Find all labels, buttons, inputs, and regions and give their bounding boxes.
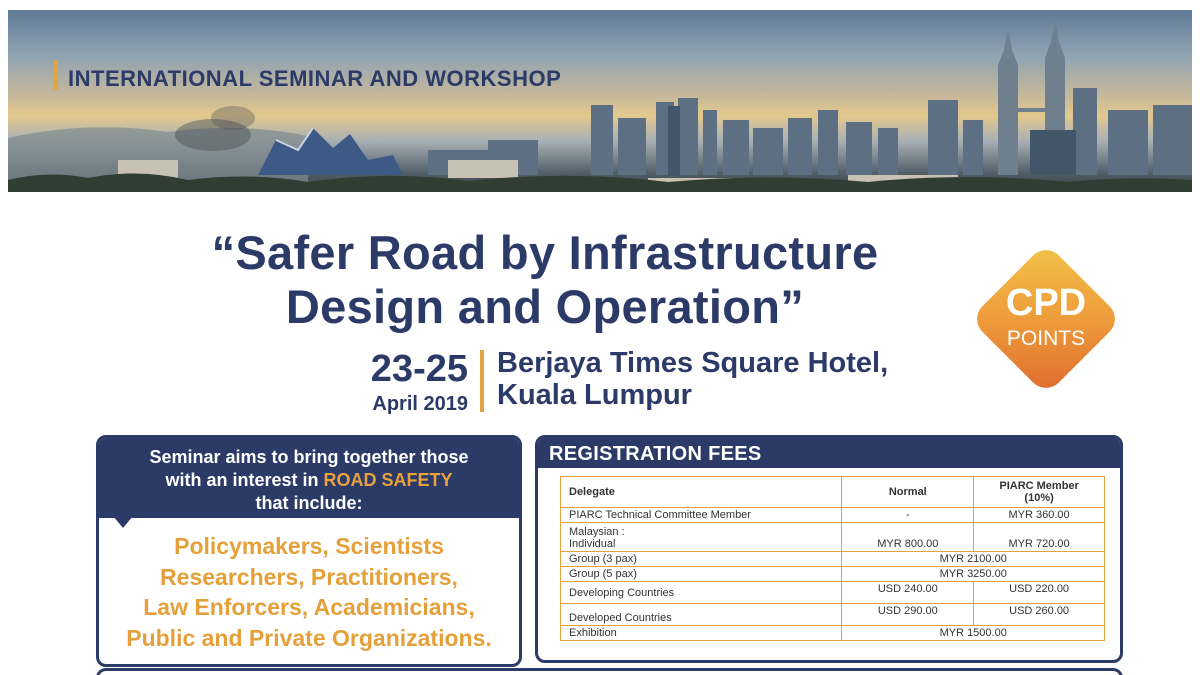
aims-intro-line1: Seminar aims to bring together those xyxy=(149,447,469,467)
table-row xyxy=(561,604,1105,626)
event-title-line1: “Safer Road by Infrastructure xyxy=(211,226,879,279)
individual-label: Individual xyxy=(569,538,616,550)
table-row xyxy=(561,582,1105,604)
registration-heading: REGISTRATION FEES xyxy=(549,443,762,465)
normal-fee: USD 290.00 xyxy=(842,604,974,626)
aims-intro-prefix: with an interest in xyxy=(165,470,324,490)
banner-accent-bar xyxy=(54,60,58,90)
normal-fee: USD 240.00 xyxy=(842,582,974,604)
col-normal: Normal xyxy=(842,477,974,508)
event-title xyxy=(130,226,960,334)
road-safety-highlight: ROAD SAFETY xyxy=(323,470,453,490)
aims-header xyxy=(99,438,519,518)
aims-header-pointer xyxy=(113,516,133,528)
event-venue xyxy=(497,347,888,411)
audience-item: Public and Private Organizations. xyxy=(126,624,492,651)
table-row xyxy=(561,567,1105,582)
table-row xyxy=(561,626,1105,641)
table-row xyxy=(561,523,1105,552)
row-label: Exhibition xyxy=(561,626,842,641)
aims-intro xyxy=(99,446,519,515)
row-label: Developing Countries xyxy=(561,582,842,604)
row-label: PIARC Technical Committee Member xyxy=(561,508,842,523)
event-date-month-year: April 2019 xyxy=(372,393,468,415)
city-skyline-image xyxy=(8,10,1192,192)
group-fee: MYR 2100.00 xyxy=(842,552,1105,567)
col-piarc-member-line2: (10%) xyxy=(1024,492,1054,504)
date-venue-divider xyxy=(480,350,484,412)
table-header-row xyxy=(561,477,1105,508)
seminar-aims-box xyxy=(96,435,522,667)
event-date-days: 23-25 xyxy=(370,348,468,390)
member-fee: USD 220.00 xyxy=(974,582,1105,604)
row-label xyxy=(561,523,842,552)
audience-item: Policymakers, Scientists xyxy=(174,533,444,559)
audience-item: Law Enforcers, Academicians, xyxy=(143,594,475,620)
table-row xyxy=(561,552,1105,567)
venue-line1: Berjaya Times Square Hotel, xyxy=(497,347,889,379)
exhibition-fee: MYR 1500.00 xyxy=(842,626,1105,641)
banner-title: INTERNATIONAL SEMINAR AND WORKSHOP xyxy=(68,66,562,91)
member-fee: MYR 720.00 xyxy=(974,523,1105,552)
header-banner xyxy=(8,10,1192,192)
cpd-points-label: POINTS xyxy=(1006,327,1086,350)
group-fee: MYR 3250.00 xyxy=(842,567,1105,582)
member-fee: MYR 360.00 xyxy=(974,508,1105,523)
col-delegate: Delegate xyxy=(561,477,842,508)
next-section-box-edge xyxy=(96,668,1123,675)
audience-item: Researchers, Practitioners, xyxy=(160,563,458,590)
row-label: Developed Countries xyxy=(561,604,842,626)
cpd-points-badge xyxy=(967,240,1125,398)
normal-fee: - xyxy=(842,508,974,523)
col-piarc-member-line1: PIARC Member xyxy=(999,480,1079,492)
registration-fees-table xyxy=(560,476,1105,641)
aims-intro-line2 xyxy=(99,469,519,492)
row-label: Group (5 pax) xyxy=(561,567,842,582)
event-title-line2: Design and Operation” xyxy=(285,280,805,333)
cpd-label: CPD xyxy=(1005,282,1087,324)
aims-intro-line3: that include: xyxy=(255,493,363,513)
col-piarc-member xyxy=(974,477,1105,508)
malaysian-label: Malaysian : xyxy=(569,526,625,538)
venue-line2: Kuala Lumpur xyxy=(497,379,692,411)
registration-header xyxy=(538,438,1120,468)
table-row xyxy=(561,508,1105,523)
row-label: Group (3 pax) xyxy=(561,552,842,567)
registration-fees-box xyxy=(535,435,1123,663)
audience-list xyxy=(99,531,519,653)
normal-fee: MYR 800.00 xyxy=(842,523,974,552)
member-fee: USD 260.00 xyxy=(974,604,1105,626)
